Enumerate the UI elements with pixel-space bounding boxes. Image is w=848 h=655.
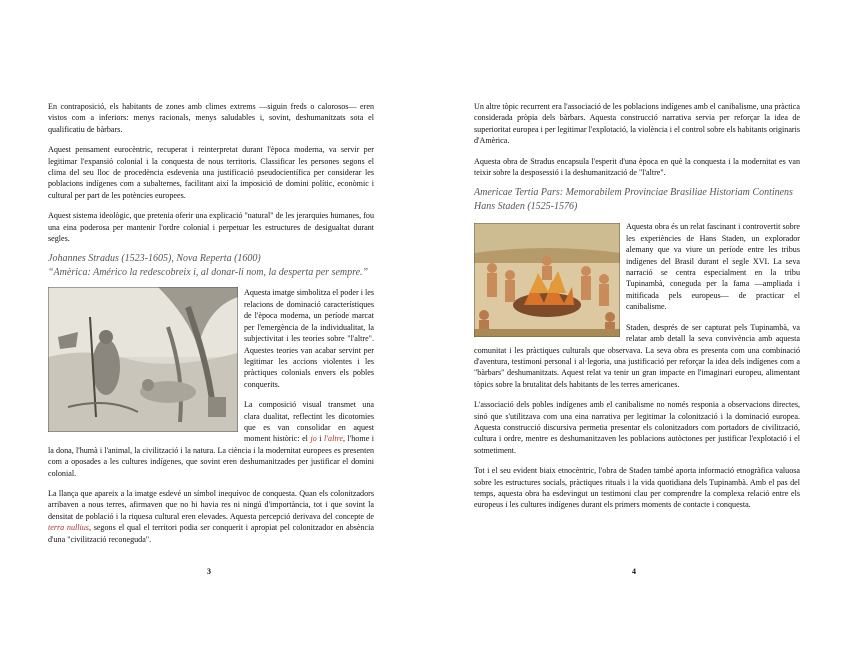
paragraph: Un altre tòpic recurrent era l'associació de les poblacions indígenes amb el canibalisme, una pràctica considerada pròpia dels bàrbars. Aquesta construcció narrativa servia per reforçar la idea de superioritat europea i per legitimar l'explotació, la violència i el control sobre els habitants originaris d'Amèrica. [474,102,800,146]
paragraph: En contraposició, els habitants de zones amb climes extrems —siguin freds o calorosos— eren vistos com a inferiors: menys racionals, menys saludables i, sovint, deshumanitzats sota el qualificatiu de bàrbars. [48,102,374,134]
colored-woodcut-image [474,223,620,337]
figure-block [474,221,800,399]
paragraph: Aquest sistema ideològic, que pretenia oferir una explicació "natural" de les jerarquies humanes, fou una eina poderosa per mantenir l'ordre colonial i perpetuar les estructures de desigualtat durant segles. [48,211,374,244]
paragraph [48,488,374,545]
engraving-image [48,287,238,432]
text-span: La composició visual transmet una clara dualitat, reflectint les dicotomies que es van consolidar en aquest moment històric: el [244,400,374,444]
term-terra-nullius: terra nullius [48,523,89,533]
term-jo: jo [310,434,317,444]
section-quote: “Amèrica: Américo la redescobreix i, al donar-li nom, la desperta per sempre.” [48,267,369,279]
text-span: , l'home i la dona, l'humà i l'animal, la civilització i la natura. La ciència i la modernitat europees es presenten com a oposades a les cultures indígenes, que sovint eren deshumanitzades per justificar el domini colonial. [48,434,374,478]
paragraph: L'associació dels pobles indígenes amb el canibalisme no només responia a observacions directes, sinó que s'utilitzava com una eina narrativa per legitimar la colonització i la dominació europea. Aquesta construcció discursiva permetia presentar els colonitzadors com portadors de civilització, cultura i ordre, mentre es deshumanitzaven les poblacions autòctones per justificar l'explotació i el sotmetiment. [474,400,800,455]
figure-caption-text: Aquesta imatge simbolitza el poder i les relacions de dominació característiques de l'època moderna, un període marcat per l'emergència de la individualitat, la subjectivitat i les teories sobre "l'altre". Aquestes teories van acabar servint per legitimar les accions violentes i les pràctiques colonials envers els pobles conquerits. [244,288,374,389]
page-4-content [474,101,800,520]
figure-block [48,287,374,488]
text-span: , segons el qual el territori podia ser conquerit i apropiat pel colonitzador en absència d'una "civilització reconeguda". [48,523,374,544]
paragraph: Tot i el seu evident biaix etnocèntric, l'obra de Staden també aporta informació etnogràfica valuosa sobre les estructures socials, pràctiques rituals i la vida quotidiana dels Tupinambà. Amb el pas del temps, aquesta obra ha esdevingut un testimoni clau per comprendre la complexa relació entre els europeus i les cultures indígenes durant els primers moments de contacte i conquesta. [474,466,800,510]
section-subheading: Hans Staden (1525-1576) [474,201,578,213]
section-heading: Americae Tertia Pars: Memorabilem Provinciae Brasiliae Historiam Continens [474,187,793,199]
term-laltre: l'altre [324,434,344,444]
page-4 [424,0,848,655]
figure-caption-text: Staden, després de ser capturat pels Tupinambà, va relatar amb detall la seva convivència amb aquesta comunitat i les pràctiques culturals que observava. La seva obra es presenta com una combinació d'aventura, testimoni personal i al·legoria, una justificació per reforçar la idea dels indígenes com a "bàrbars" deshumanitzats. Aquest relat va tenir un gran impacte en l'imaginari europeu, alimentant tòpics sobre la brutalitat dels habitants de les terres americanes. [474,322,800,389]
page-number: 3 [207,567,211,576]
page-number: 4 [632,567,636,576]
page-3-content [48,101,374,554]
section-heading: Johannes Stradus (1523-1605), Nova Reperta (1600) [48,253,261,265]
text-span: i [316,434,325,444]
paragraph: Aquesta obra de Stradus encapsula l'esperit d'una època en què la conquesta i la modernitat es van teixir sobre la desposessió i la deshumanització de "l'altre". [474,156,800,178]
paragraph: Aquest pensament eurocèntric, recuperat i reinterpretat durant l'època moderna, va servir per legitimar l'expansió colonial i la conquesta de nous territoris. Classificar les persones segons el clima del seu lloc de procedència esdevenia una justificació pseudocientífica per considerar les poblacions indígenes com a subalternes, facilitant així la imposició de domini polític, econòmic i cultural per part de les potències europees. [48,145,374,200]
figure-caption-text: Aquesta obra és un relat fascinant i controvertit sobre les experiències de Hans Staden, un explorador alemany que va viure un període entre les tribus indígenes del Brasil durant el segle XVI. La seva narració se centra especialment en la tribu Tupinambà, coneguda per la fama —ampliada i mitificada pels europeus— de practicar el canibalisme. [626,222,800,312]
text-span: La llança que apareix a la imatge esdevé un símbol inequívoc de conquesta. Quan els colonitzadors arribaven a nous terres, afirmaven que no hi havia res ni ningú d'importància, tot i que sovint la densitat de població i la riquesa cultural eren elevades. Aquesta percepció derivava del concepte de [48,488,374,521]
